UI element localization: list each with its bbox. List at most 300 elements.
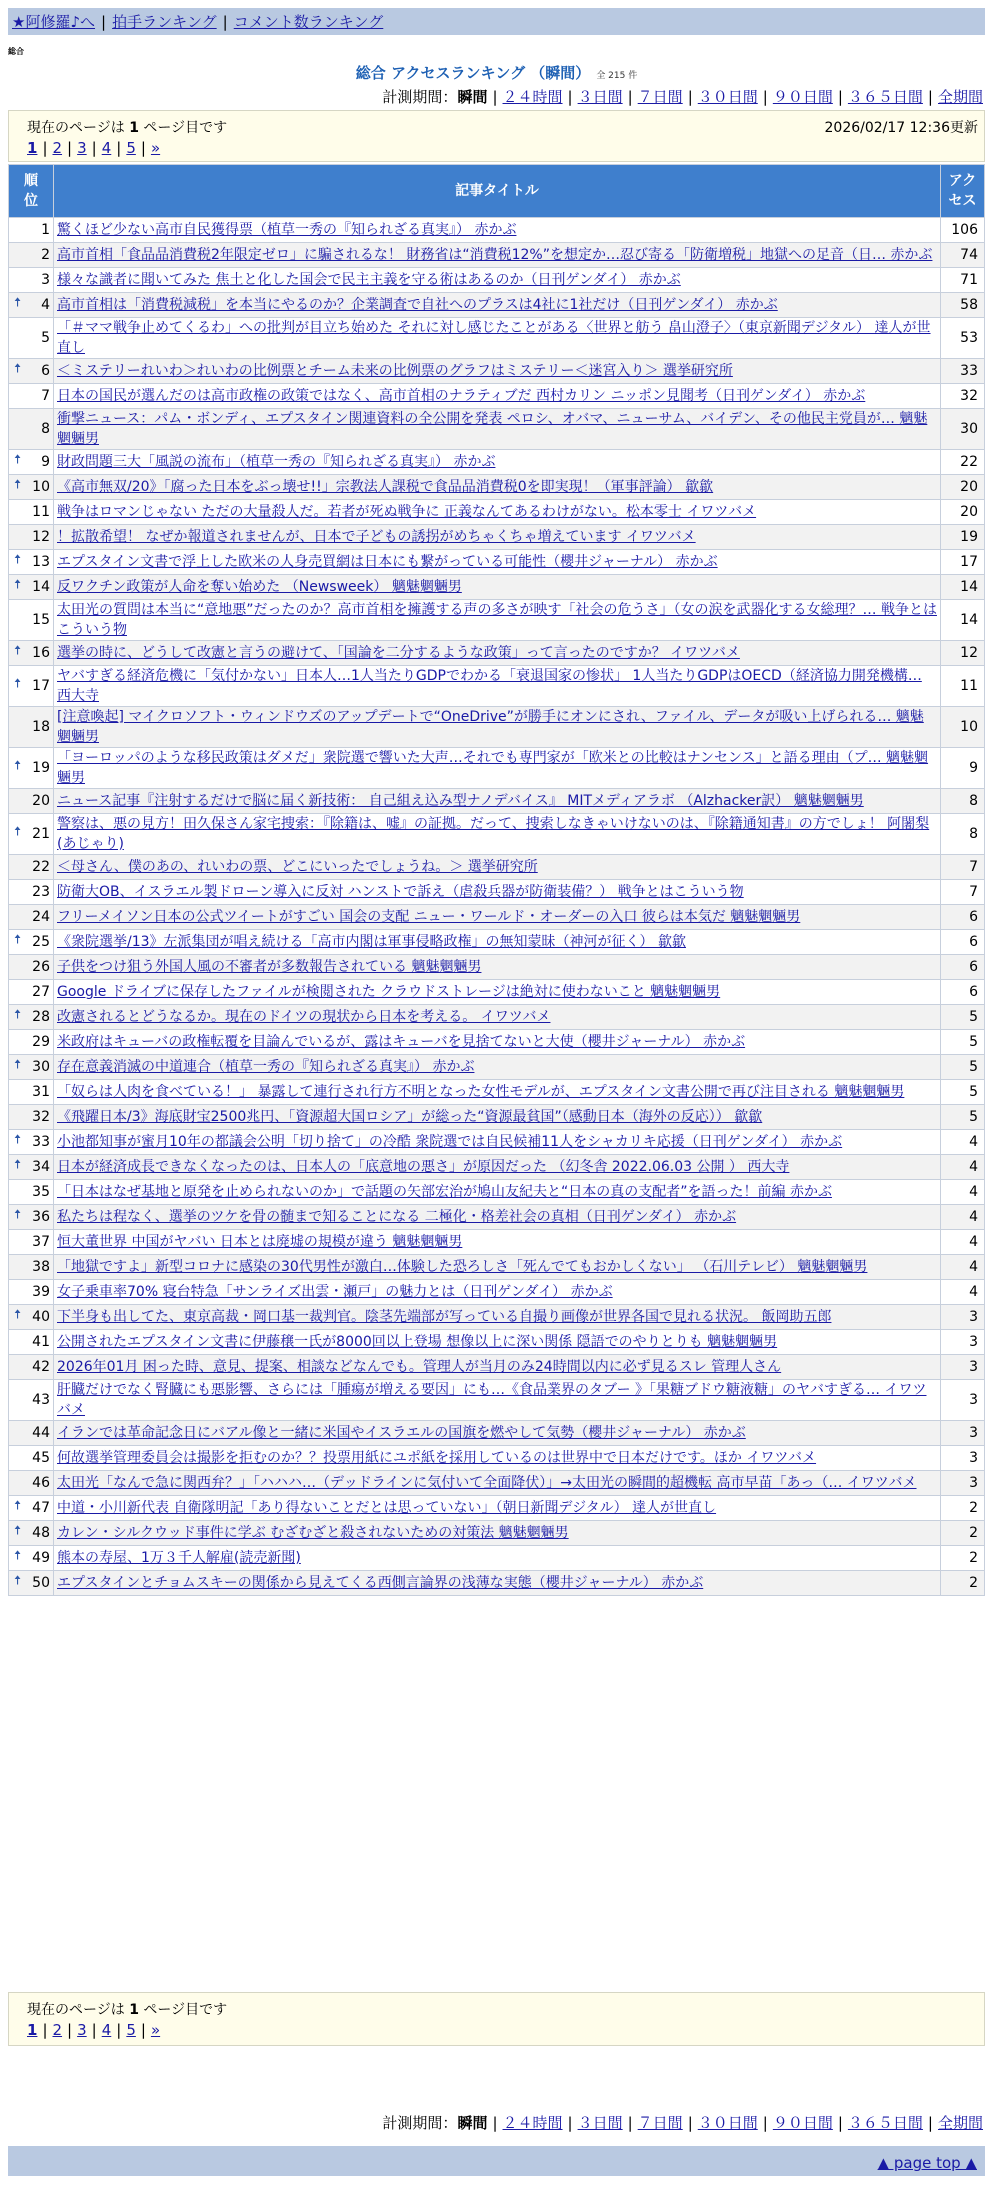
title-cell [54, 955, 941, 980]
article-link[interactable]: 高市首相は「消費税減税」を本当にやるのか？企業調査で自社へのプラスは4社に1社だけ（日刊ゲンダイ） 赤かぶ [57, 297, 778, 313]
article-link[interactable]: 2026年01月 困った時、意見、提案、相談などなんでも。管理人が当月のみ24時間以内に必ず見るスレ 管理人さん [57, 1359, 782, 1375]
article-link[interactable]: 驚くほど少ない高市自民獲得票（植草一秀の『知られざる真実』） 赤かぶ [57, 222, 517, 238]
article-link[interactable]: 「奴らは人肉を食べている！」 暴露して連行され行方不明となった女性モデルが、エプスタイン文書公開で再び注目される 魑魅魍魎男 [57, 1084, 905, 1100]
table-row [9, 1471, 985, 1496]
rank-cell [9, 1446, 54, 1471]
title-cell [54, 1180, 941, 1205]
title-cell [54, 1280, 941, 1305]
rank-number: 46 [32, 1475, 50, 1491]
rank-number: 40 [32, 1309, 50, 1325]
title-cell [54, 1380, 941, 1421]
rank-up-arrow-icon: 🠅 [14, 477, 22, 493]
period-label: 計測期間： [382, 88, 458, 106]
article-link[interactable]: 改憲されるとどうなるか。現在のドイツの現状から日本を考える。 イワツバメ [57, 1009, 551, 1025]
page-separator: | [42, 139, 48, 157]
page-link[interactable]: 2 [52, 139, 63, 157]
article-link[interactable]: 小池都知事が蜜月10年の都議会公明「切り捨て」の冷酷 衆院選では自民候補11人をシャカリキ応援（日刊ゲンダイ） 赤かぶ [57, 1134, 843, 1150]
article-link[interactable]: 存在意義消滅の中道連合（植草一秀の『知られざる真実』） 赤かぶ [57, 1059, 475, 1075]
article-link[interactable]: ！拡散希望！ なぜか報道されませんが、日本で子どもの誘拐がめちゃくちゃ増えています イワツバメ [57, 529, 696, 545]
rank-cell [9, 268, 54, 293]
rank-cell [9, 450, 54, 475]
rank-cell [9, 641, 54, 666]
table-row [9, 450, 985, 475]
title-cell [54, 384, 941, 409]
rank-cell [9, 1571, 54, 1596]
top-nav-bar [8, 8, 985, 35]
rank-cell [9, 1305, 54, 1330]
rank-cell [9, 748, 54, 789]
rank-number: 36 [32, 1209, 50, 1225]
rank-up-arrow-icon: 🠅 [14, 643, 22, 659]
period-separator: | [627, 2114, 633, 2132]
rank-number: 18 [32, 719, 50, 735]
title-cell [54, 880, 941, 905]
access-count: 2 [941, 1521, 985, 1546]
access-count: 3 [941, 1446, 985, 1471]
article-link[interactable]: カレン・シルクウッド事件に学ぶ むざむざと殺されないための対策法 魑魅魍魎男 [57, 1525, 569, 1541]
period-selector-top [382, 86, 983, 107]
rank-cell [9, 409, 54, 450]
article-link[interactable]: 「＃ママ戦争止めてくるわ」への批判が目立ち始めた それに対し感じたことがある〈世界と舫う 畠山澄子〉（東京新聞デジタル） 達人が世直し [57, 320, 931, 356]
article-link[interactable]: 公開されたエプスタイン文書に伊藤穣一氏が8000回以上登場 想像以上に深い関係 隠語でのやりとりも 魑魅魍魎男 [57, 1334, 778, 1350]
table-row [9, 500, 985, 525]
nav-separator: | [101, 12, 107, 31]
article-link[interactable]: エプスタイン文書で浮上した欧米の人身売買網は日本にも繋がっている可能性（櫻井ジャーナル） 赤かぶ [57, 554, 718, 570]
article-link[interactable]: 《衆院選挙/13》左派集団が唱え続ける「高市内閣は軍事侵略政権」の無知蒙昧（神河が征く） 歙歙 [57, 934, 686, 950]
title-cell [54, 243, 941, 268]
period-option: 瞬間 [457, 88, 488, 106]
rank-cell [9, 789, 54, 814]
table-row [9, 359, 985, 384]
period-separator: | [492, 88, 498, 106]
access-count: 53 [941, 318, 985, 359]
title-cell [54, 1355, 941, 1380]
article-link[interactable]: 高市首相「食品品消費税2年限定ゼロ」に騙されるな！ 財務省は“消費税12%”を想定か…忍び寄る「防衛増税」地獄への足音（日… 赤かぶ [57, 247, 933, 263]
period-option[interactable]: 全期間 [937, 88, 983, 106]
title-cell [54, 500, 941, 525]
access-count: 5 [941, 1105, 985, 1130]
access-count: 10 [941, 707, 985, 748]
table-row [9, 600, 985, 641]
rank-cell [9, 1521, 54, 1546]
table-row [9, 1255, 985, 1280]
rank-cell [9, 1496, 54, 1521]
access-count: 4 [941, 1180, 985, 1205]
rank-up-arrow-icon: 🠅 [14, 1498, 22, 1514]
period-separator: | [687, 2114, 693, 2132]
title-cell [54, 1030, 941, 1055]
period-option[interactable]: 全期間 [937, 2114, 983, 2132]
rank-cell [9, 550, 54, 575]
rank-number: 6 [41, 363, 50, 379]
rank-cell [9, 575, 54, 600]
access-count: 11 [941, 666, 985, 707]
current-page-text: 現在のページは 1 ページ目です [27, 120, 228, 136]
page-link[interactable]: 5 [126, 139, 136, 157]
table-row [9, 384, 985, 409]
bottom-bar [8, 2146, 985, 2176]
article-link[interactable]: 子供をつけ狙う外国人風の不審者が多数報告されている 魑魅魍魎男 [57, 959, 482, 975]
period-selector-bottom [382, 2112, 983, 2133]
rank-up-arrow-icon: 🠅 [14, 1548, 22, 1564]
table-row [9, 550, 985, 575]
table-row [9, 1180, 985, 1205]
page-separator: | [67, 2021, 73, 2039]
rank-cell [9, 218, 54, 243]
rank-up-arrow-icon: 🠅 [14, 1307, 22, 1323]
period-option[interactable]: ９０日間 [772, 2114, 833, 2132]
rank-up-arrow-icon: 🠅 [14, 295, 22, 311]
access-count: 5 [941, 1055, 985, 1080]
access-count: 3 [941, 1421, 985, 1446]
access-count: 4 [941, 1155, 985, 1180]
rank-number: 32 [32, 1109, 50, 1125]
article-link[interactable]: 反ワクチン政策が人命を奪い始めた （Newsweek） 魑魅魍魎男 [57, 579, 462, 595]
rank-number: 20 [32, 793, 50, 809]
title-cell [54, 1105, 941, 1130]
total-count: 全 215 件 [596, 71, 638, 81]
access-count: 3 [941, 1471, 985, 1496]
period-option[interactable]: ３日間 [577, 88, 623, 106]
rank-up-arrow-icon: 🠅 [14, 1057, 22, 1073]
page-link[interactable]: 4 [101, 2021, 112, 2039]
rank-up-arrow-icon: 🠅 [14, 758, 22, 774]
table-row [9, 1230, 985, 1255]
page-link[interactable]: 3 [77, 2021, 87, 2039]
rank-number: 22 [32, 859, 50, 875]
article-link[interactable]: 戦争はロマンじゃない ただの大量殺人だ。若者が死ぬ戦争に 正義なんてあるわけがない。松本零士 イワツバメ [57, 504, 757, 520]
article-link[interactable]: 選挙の時に、どうして改憲と言うの避けて、「国論を二分するような政策」って言ったのですか？ イワツバメ [57, 645, 740, 661]
access-count: 22 [941, 450, 985, 475]
article-link[interactable]: 防衛大OB、イスラエル製ドローン導入に反対 ハンストで訴え（虐殺兵器が防衛装備？） 戦争とはこういう物 [57, 884, 744, 900]
access-header: アクセス [941, 165, 985, 218]
title-cell [54, 475, 941, 500]
period-option[interactable]: ２４時間 [502, 88, 563, 106]
access-count: 4 [941, 1280, 985, 1305]
rank-number: 38 [32, 1259, 50, 1275]
table-row [9, 1005, 985, 1030]
table-row [9, 1446, 985, 1471]
rank-number: 35 [32, 1184, 50, 1200]
title-cell [54, 905, 941, 930]
rank-cell [9, 1030, 54, 1055]
access-count: 2 [941, 1496, 985, 1521]
access-count: 5 [941, 1030, 985, 1055]
rank-number: 13 [32, 554, 50, 570]
page-separator: | [67, 139, 73, 157]
rank-number: 3 [41, 272, 50, 288]
access-count: 71 [941, 268, 985, 293]
rank-cell [9, 243, 54, 268]
article-link[interactable]: ニュース記事『注射するだけで脳に届く新技術： 自己組え込み型ナノデバイス』 MITメディアラボ （Alzhacker訳） 魑魅魍魎男 [57, 793, 864, 809]
period-option: 瞬間 [457, 2114, 488, 2132]
rank-number: 16 [32, 645, 50, 661]
rank-number: 30 [32, 1059, 50, 1075]
article-link[interactable]: ヤバすぎる経済危機に「気付かない」日本人…1人当たりGDPでわかる「衰退国家の惨状」 1人当たりGDPはOECD（経済協力開発機構… 西大寺 [57, 668, 922, 704]
rank-cell [9, 1230, 54, 1255]
title-cell [54, 789, 941, 814]
rank-number: 8 [41, 421, 50, 437]
title-cell [54, 1521, 941, 1546]
article-link[interactable]: Google ドライブに保存したファイルが検閲された クラウドストレージは絶対に使わないこと 魑魅魍魎男 [57, 984, 721, 1000]
table-row [9, 318, 985, 359]
title-cell [54, 1005, 941, 1030]
page-separator: | [140, 139, 146, 157]
table-row [9, 1155, 985, 1180]
table-row [9, 748, 985, 789]
access-count: 4 [941, 1130, 985, 1155]
page-info-top [8, 110, 985, 162]
rank-cell [9, 980, 54, 1005]
access-count: 33 [941, 359, 985, 384]
article-link[interactable]: 「ヨーロッパのような移民政策はダメだ」衆院選で響いた大声…それでも専門家が「欧米との比較はナンセンス」と語る理由（プ… 魑魅魍魎男 [57, 750, 929, 786]
title-cell [54, 641, 941, 666]
period-option[interactable]: ２４時間 [502, 2114, 563, 2132]
table-row [9, 1130, 985, 1155]
rank-number: 44 [32, 1425, 50, 1441]
article-link[interactable]: フリーメイソン日本の公式ツイートがすごい 国会の支配 ニュー・ワールド・オーダーの入口 彼らは本気だ 魑魅魍魎男 [57, 909, 801, 925]
rank-number: 1 [41, 222, 50, 238]
rank-up-arrow-icon: 🠅 [14, 824, 22, 840]
rank-number: 27 [32, 984, 50, 1000]
rank-cell [9, 1330, 54, 1355]
rank-cell [9, 1005, 54, 1030]
article-link[interactable]: 《飛躍日本/3》海底財宝2500兆円、「資源超大国ロシア」が総った“資源最貧国”（感動日本（海外の反応）） 歙歙 [57, 1109, 763, 1125]
table-row [9, 1571, 985, 1596]
period-option[interactable]: ７日間 [637, 2114, 683, 2132]
rank-cell [9, 1205, 54, 1230]
article-link[interactable]: 熊本の寿屋、1万３千人解雇(読売新聞) [57, 1550, 301, 1566]
rank-cell [9, 1380, 54, 1421]
rank-cell [9, 1180, 54, 1205]
page-info-bottom [8, 1992, 985, 2046]
rank-up-arrow-icon: 🠅 [14, 1007, 22, 1023]
table-row [9, 980, 985, 1005]
access-count: 4 [941, 1230, 985, 1255]
title-cell [54, 268, 941, 293]
title-cell [54, 1571, 941, 1596]
title-cell [54, 1471, 941, 1496]
period-option[interactable]: ３日間 [577, 2114, 623, 2132]
rank-up-arrow-icon: 🠅 [14, 1523, 22, 1539]
table-row [9, 789, 985, 814]
article-link[interactable]: ＜母さん、僕のあの、れいわの票、どこにいったでしょうね。＞ 選挙研究所 [57, 859, 538, 875]
article-link[interactable]: 女子乗車率70% 寝台特急「サンライズ出雲・瀬戸」の魅力とは（日刊ゲンダイ） 赤かぶ [57, 1284, 613, 1300]
access-count: 8 [941, 814, 985, 855]
access-count: 7 [941, 855, 985, 880]
access-count: 32 [941, 384, 985, 409]
rank-number: 25 [32, 934, 50, 950]
rank-number: 12 [32, 529, 50, 545]
article-link[interactable]: 「地獄ですよ」新型コロナに感染の30代男性が激白…体験した恐ろしさ「死んでてもおかしくない」 （石川テレビ） 魑魅魍魎男 [57, 1259, 868, 1275]
title-cell [54, 1205, 941, 1230]
article-link[interactable]: 米政府はキューバの政権転覆を目論んでいるが、露はキューバを見捨てないと大使（櫻井ジャーナル） 赤かぶ [57, 1034, 746, 1050]
rank-cell [9, 1155, 54, 1180]
article-link[interactable]: 肝臓だけでなく腎臓にも悪影響、さらには「腫瘍が増える要因」にも…《食品業界のタブー 》「果糖ブドウ糖液糖」のヤバすぎる… イワツバメ [57, 1382, 927, 1418]
article-link[interactable]: 下半身も出してた、東京高裁・岡口基一裁判官。陰茎先端部が写っている自撮り画像が世界各国で見れる状況。 飯岡助五郎 [57, 1309, 832, 1325]
title-cell [54, 1255, 941, 1280]
title-cell [54, 318, 941, 359]
category-label: 総合 [8, 47, 24, 56]
rank-number: 24 [32, 909, 50, 925]
rank-cell [9, 905, 54, 930]
table-row [9, 666, 985, 707]
access-count: 6 [941, 955, 985, 980]
title-cell [54, 409, 941, 450]
page-link[interactable]: 3 [77, 139, 87, 157]
rank-up-arrow-icon: 🠅 [14, 1207, 22, 1223]
access-count: 7 [941, 880, 985, 905]
rank-cell [9, 293, 54, 318]
access-count: 3 [941, 1355, 985, 1380]
article-link[interactable]: [注意喚起] マイクロソフト・ウィンドウズのアップデートで“OneDrive”が勝手にオンにされ、ファイル、データが吸い上げられる… 魑魅魍魎男 [57, 709, 924, 745]
access-count: 2 [941, 1546, 985, 1571]
period-option[interactable]: ７日間 [637, 88, 683, 106]
rank-number: 11 [32, 504, 50, 520]
article-link[interactable]: 太田光「なんで急に関西弁？」「ハハハ…（デッドラインに気付いて全面降伏）」→太田光の瞬間的超機転 高市早苗「あっ（… イワツバメ [57, 1475, 917, 1491]
period-option[interactable]: ９０日間 [772, 88, 833, 106]
page-separator: | [116, 139, 122, 157]
period-option[interactable]: ３０日間 [697, 2114, 758, 2132]
title-cell [54, 1546, 941, 1571]
page-link[interactable]: 2 [52, 2021, 63, 2039]
title-cell [54, 930, 941, 955]
article-link[interactable]: 様々な識者に聞いてみた 焦土と化した国会で民主主義を守る術はあるのか（日刊ゲンダイ） 赤かぶ [57, 272, 681, 288]
rank-number: 33 [32, 1134, 50, 1150]
rank-up-arrow-icon: 🠅 [14, 452, 22, 468]
access-count: 20 [941, 500, 985, 525]
access-count: 3 [941, 1380, 985, 1421]
period-separator: | [927, 2114, 933, 2132]
table-row [9, 243, 985, 268]
title-cell [54, 550, 941, 575]
article-link[interactable]: 警察は、悪の見方！田久保さん家宅捜索：『除籍は、嘘』の証拠。だって、捜索しなきゃいけないのは、『除籍通知書』の方でしょ！ 阿闍梨(あじゃり) [57, 816, 930, 852]
rank-up-arrow-icon: 🠅 [14, 577, 22, 593]
article-link[interactable]: 《高市無双/20》「腐った日本をぶっ壊せ!!」宗教法人課税で食品品消費税0を即実現！（軍事評論） 歙歙 [57, 479, 714, 495]
rank-number: 29 [32, 1034, 50, 1050]
ranking-body [9, 218, 985, 1596]
article-link[interactable]: 私たちは程なく、選挙のツケを骨の髄まで知ることになる 二極化・格差社会の真相（日刊ゲンダイ） 赤かぶ [57, 1209, 737, 1225]
title-cell [54, 600, 941, 641]
clap-ranking-link[interactable]: 拍手ランキング [112, 13, 217, 31]
rank-cell [9, 814, 54, 855]
rank-cell [9, 1546, 54, 1571]
period-option[interactable]: ３６５日間 [847, 2114, 923, 2132]
rank-up-arrow-icon: 🠅 [14, 552, 22, 568]
page-link[interactable]: 4 [101, 139, 112, 157]
article-link[interactable]: 太田光の質問は本当に“意地悪”だったのか？高市首相を擁護する声の多さが映す「社会の危うさ」（女の涙を武器化する女総理？… 戦争とはこういう物 [57, 602, 937, 638]
page-separator: | [42, 2021, 48, 2039]
next-page-link[interactable]: » [150, 2021, 161, 2039]
title-cell [54, 1446, 941, 1471]
period-separator: | [762, 2114, 768, 2132]
article-link[interactable]: 恒大董世界 中国がヤバい 日本とは廃墟の規模が違う 魑魅魍魎男 [57, 1234, 463, 1250]
title-cell [54, 1155, 941, 1180]
pagination-top [27, 139, 160, 157]
page-separator: | [116, 2021, 122, 2039]
table-row [9, 293, 985, 318]
article-link[interactable]: ＜ミステリーれいわ＞れいわの比例票とチーム未来の比例票のグラフはミステリー＜迷宮入り＞ 選挙研究所 [57, 363, 733, 379]
article-link[interactable]: 「日本はなぜ基地と原発を止められないのか」で話題の矢部宏治が鳩山友紀夫と“日本の真の支配者”を語った！前編 赤かぶ [57, 1184, 832, 1200]
rank-number: 34 [32, 1159, 50, 1175]
period-separator: | [567, 2114, 573, 2132]
page-link[interactable]: 1 [27, 139, 38, 157]
table-row [9, 905, 985, 930]
page-top-link[interactable]: ▲ page top ▲ [877, 2154, 977, 2172]
title-cell [54, 666, 941, 707]
ranking-table [8, 164, 985, 1596]
next-page-link[interactable]: » [150, 139, 161, 157]
access-count: 20 [941, 475, 985, 500]
article-link[interactable]: 中道・小川新代表 自衛隊明記「あり得ないことだとは思っていない」（朝日新聞デジタル） 達人が世直し [57, 1500, 717, 1516]
table-row [9, 475, 985, 500]
nav-separator: | [222, 12, 228, 31]
title-cell [54, 1330, 941, 1355]
rank-cell [9, 1055, 54, 1080]
rank-number: 41 [32, 1334, 50, 1350]
rank-cell [9, 880, 54, 905]
rank-cell [9, 1421, 54, 1446]
table-row [9, 268, 985, 293]
home-link[interactable]: ★阿修羅♪へ [12, 13, 96, 31]
current-page-text: 現在のページは 1 ページ目です [27, 2002, 228, 2018]
table-row [9, 955, 985, 980]
access-count: 5 [941, 1005, 985, 1030]
table-row [9, 409, 985, 450]
rank-number: 19 [32, 760, 50, 776]
article-link[interactable]: イランでは革命記念日にバアル像と一緒に米国やイスラエルの国旗を燃やして気勢（櫻井ジャーナル） 赤かぶ [57, 1425, 746, 1441]
article-link[interactable]: 財政問題三大「風説の流布」（植草一秀の『知られざる真実』） 赤かぶ [57, 454, 496, 470]
rank-number: 5 [41, 330, 50, 346]
rank-cell [9, 475, 54, 500]
rank-cell [9, 707, 54, 748]
table-row [9, 880, 985, 905]
updated-timestamp: 2026/02/17 12:36更新 [824, 120, 978, 136]
article-link[interactable]: 日本の国民が選んだのは高市政権の政策ではなく、高市首相のナラティブだ 西村カリン ニッポン見聞考（日刊ゲンダイ） 赤かぶ [57, 388, 866, 404]
table-row [9, 1380, 985, 1421]
period-separator: | [627, 88, 633, 106]
page-link[interactable]: 1 [27, 2021, 38, 2039]
rank-up-arrow-icon: 🠅 [14, 1157, 22, 1173]
rank-number: 31 [32, 1084, 50, 1100]
article-link[interactable]: 衝撃ニュース：パム・ボンディ、エプスタイン関連資料の全公開を発表 ペロシ、オバマ、ニューサム、バイデン、その他民主党員が… 魑魅魍魎男 [57, 411, 928, 447]
rank-number: 2 [41, 247, 50, 263]
comment-ranking-link[interactable]: コメント数ランキング [233, 13, 384, 31]
rank-number: 50 [32, 1575, 50, 1591]
access-count: 6 [941, 930, 985, 955]
article-link[interactable]: 日本が経済成長できなくなったのは、日本人の「底意地の悪さ」が原因だった （幻冬舎 2022.06.03 公開 ） 西大寺 [57, 1159, 790, 1175]
rank-number: 49 [32, 1550, 50, 1566]
access-count: 14 [941, 600, 985, 641]
period-option[interactable]: ３６５日間 [847, 88, 923, 106]
table-row [9, 1330, 985, 1355]
rank-number: 43 [32, 1392, 50, 1408]
table-row [9, 525, 985, 550]
page-separator: | [91, 139, 97, 157]
page-title-block [0, 62, 993, 83]
period-option[interactable]: ３０日間 [697, 88, 758, 106]
title-cell [54, 980, 941, 1005]
title-cell [54, 748, 941, 789]
access-count: 9 [941, 748, 985, 789]
article-link[interactable]: 何故選挙管理委員会は撮影を拒むのか？？投票用紙にユポ紙を採用しているのは世界中で日本だけです。ほか イワツバメ [57, 1450, 817, 1466]
article-link[interactable]: エプスタインとチョムスキーの関係から見えてくる西側言論界の浅薄な実態（櫻井ジャーナル） 赤かぶ [57, 1575, 704, 1591]
period-separator: | [837, 88, 843, 106]
table-row [9, 641, 985, 666]
table-row [9, 1030, 985, 1055]
page-link[interactable]: 5 [126, 2021, 136, 2039]
rank-cell [9, 1355, 54, 1380]
